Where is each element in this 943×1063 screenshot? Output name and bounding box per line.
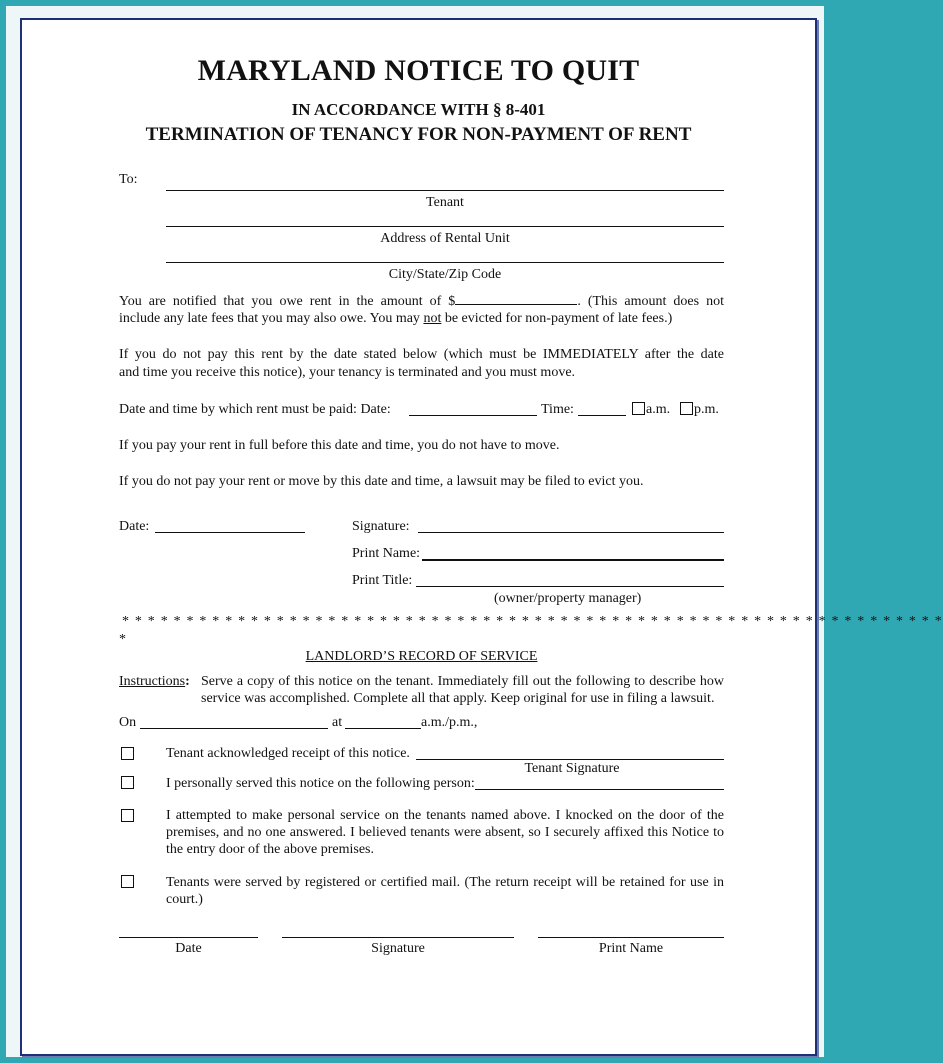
pay-in-full-text: If you pay your rent in full before this date and time, you do not have to move. — [119, 438, 560, 453]
tenant-caption: Tenant — [426, 195, 464, 210]
bottom-date-field[interactable] — [119, 937, 258, 938]
record-heading: LANDLORD’S RECORD OF SERVICE — [305, 649, 538, 664]
pm-label: p.m. — [694, 402, 719, 417]
form-heading: TERMINATION OF TENANCY FOR NON-PAYMENT OF RENT — [145, 124, 692, 145]
address-caption: Address of Rental Unit — [380, 231, 510, 246]
owe-notice-line2: include any late fees that you may also owe. You may not be evicted for non-payment of late fees.) — [119, 311, 673, 326]
served-person-field[interactable] — [475, 789, 724, 790]
rent-amount-field[interactable] — [455, 292, 577, 305]
to-label: To: — [119, 172, 138, 187]
personally-served-checkbox[interactable] — [121, 776, 134, 789]
address-line[interactable] — [166, 226, 724, 227]
deadline-date-field[interactable] — [409, 415, 537, 416]
time-label: Time: — [541, 402, 574, 417]
print-name-field[interactable] — [422, 559, 724, 561]
mail-service-checkbox[interactable] — [121, 875, 134, 888]
instructions-line1: Serve a copy of this notice on the tenant. Immediately fill out the following to describe how — [201, 674, 724, 689]
date-field[interactable] — [155, 532, 305, 533]
form-subtitle: IN ACCORDANCE WITH § 8-401 — [291, 100, 546, 119]
signature-field[interactable] — [418, 532, 724, 533]
owe-notice-line1: You are notified that you owe rent in the amount of $ . (This amount does not — [119, 294, 724, 309]
attempted-service-line1: I attempted to make personal service on the tenants named above. I knocked on the door of the — [166, 808, 724, 823]
form-title: MARYLAND NOTICE TO QUIT — [197, 54, 640, 87]
at-label: at — [332, 715, 343, 730]
mail-service-line1: Tenants were served by registered or certified mail. (The return receipt will be retained for use in — [166, 875, 724, 890]
lawsuit-text: If you do not pay your rent or move by this date and time, a lawsuit may be filed to evict you. — [119, 474, 644, 489]
date-label: Date: — [119, 519, 150, 534]
bottom-print-name-field[interactable] — [538, 937, 724, 938]
attempted-service-line3: the entry door of the above premises. — [166, 842, 374, 857]
city-caption: City/State/Zip Code — [388, 267, 502, 282]
bottom-date-caption: Date — [175, 941, 202, 956]
attempted-service-checkbox[interactable] — [121, 809, 134, 822]
acknowledged-checkbox[interactable] — [121, 747, 134, 760]
pm-checkbox[interactable] — [680, 402, 693, 415]
tenant-line[interactable] — [166, 190, 724, 191]
asterisk-separator: * * * * * * * * * * * * * * * * * * * * * * * * * * * * * * * * * * * * * * * * * * * * * * * * * * * * * * * * * * * * * * * * — [122, 614, 943, 629]
acknowledged-text: Tenant acknowledged receipt of this notice. — [166, 746, 410, 761]
bottom-signature-caption: Signature — [371, 941, 425, 956]
city-line[interactable] — [166, 262, 724, 263]
bottom-print-name-caption: Print Name — [598, 941, 664, 956]
personally-served-text: I personally served this notice on the following person: — [166, 776, 475, 791]
instructions-label: Instructions: — [119, 674, 190, 689]
pay-notice-line1: If you do not pay this rent by the date stated below (which must be IMMEDIATELY after the date — [119, 347, 724, 362]
document-page — [20, 18, 943, 1056]
instructions-line2: service was accomplished. Complete all that apply. Keep original for use in filing a lawsuit. — [201, 691, 715, 706]
bottom-signature-field[interactable] — [282, 937, 514, 938]
ampm-label: a.m./p.m., — [421, 715, 478, 730]
owner-caption: (owner/property manager) — [494, 591, 642, 606]
deadline-time-field[interactable] — [578, 415, 626, 416]
signature-label: Signature: — [352, 519, 410, 534]
asterisk-separator-end: * — [119, 632, 126, 647]
tenant-signature-caption: Tenant Signature — [524, 761, 620, 776]
print-name-label: Print Name: — [352, 546, 421, 561]
print-title-label: Print Title: — [352, 573, 413, 588]
am-checkbox[interactable] — [632, 402, 645, 415]
mail-service-line2: court.) — [166, 892, 203, 907]
outer-frame — [6, 6, 943, 1057]
am-label: a.m. — [646, 402, 671, 417]
pay-notice-line2: and time you receive this notice), your tenancy is terminated and you must move. — [119, 365, 576, 380]
service-time-field[interactable] — [345, 728, 421, 729]
print-title-field[interactable] — [416, 586, 724, 587]
attempted-service-line2: premises, and no one answered. I believed tenants were absent, so I securely affixed this Notice to — [166, 825, 724, 840]
on-label: On — [119, 715, 137, 730]
service-date-field[interactable] — [140, 728, 328, 729]
deadline-label: Date and time by which rent must be paid: Date: — [119, 402, 391, 417]
